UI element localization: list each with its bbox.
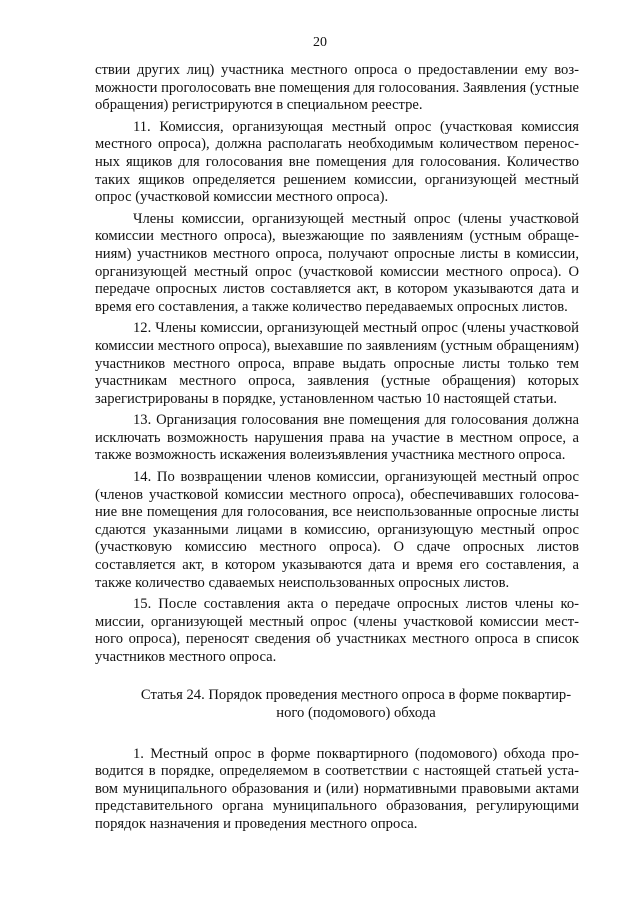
document-body [95, 62, 579, 838]
paragraph-13: 13. Организация голосования вне помещения для голосования должна исключать возможность нарушения права на участие в местном опросе, а также возможность искажения волеизъявления участника местного опроса. [95, 412, 579, 464]
paragraph-15: 15. После составления акта о передаче опросных листов члены комиссии, организующей местный опрос (члены участковой комиссии местного опроса), переносят сведения об участниках местного опроса в список участников местного опроса. [95, 596, 579, 665]
page-number: 20 [313, 35, 327, 50]
article-heading-line-1: Статья 24. Порядок проведения местного опроса в форме поквартир- [140, 686, 572, 703]
article-24-paragraph-1: 1. Местный опрос в форме поквартирного (подомового) обхода проводится в порядке, определяемом в соответствии с настоящей статьей уставом муниципального образования и (или) нормативными правовыми актами представительного органа муниципального образования, регулирующими порядок назначения и проведения местного опроса. [95, 745, 579, 832]
article-heading-line-2: ного (подомового) обхода [276, 704, 436, 721]
article-heading [95, 686, 579, 722]
paragraph-12: 12. Члены комиссии, организующей местный опрос (члены участковой комиссии местного опроса), выехавшие по заявлениям (устным обращениям) участников местного опроса, вправе выдать опросные листы только тем участникам местного опроса, заявления (устные обращения) которых зарегистрированы в порядке, установленном частью 10 настоящей статьи. [95, 320, 579, 407]
paragraph-11: 11. Комиссия, организующая местный опрос (участковая комиссия местного опроса), должна располагать необходимым количеством переносных ящиков для голосования вне помещения для голосования. Количество таких ящиков определяется решением комиссии, организующей местный опрос (участковой комиссии местного опроса). [95, 118, 579, 206]
paragraph-14: 14. По возвращении членов комиссии, организующей местный опрос (членов участковой комиссии местного опроса), обеспечивавших голосование вне помещения для голосования, все неиспользованные опросные листы сдаются указанными лицами в комиссию, организующую местный опрос (участковую комиссию местного опроса). О сдаче опросных листов составляется акт, в котором указываются дата и время его составления, а также количество сдаваемых неиспользованных опросных листов. [95, 469, 579, 591]
paragraph-continuation: ствии других лиц) участника местного опроса о предоставлении ему возможности проголосовать вне помещения для голосования. Заявления (устные обращения) регистрируются в специальном реестре. [95, 62, 579, 114]
paragraph-11-members: Члены комиссии, организующей местный опрос (члены участковой комиссии местного опроса), выезжающие по заявлениям (устным обращениям) участников местного опроса, получают опросные листы в комиссии, организующей местный опрос (участковой комиссии местного опроса). О передаче опросных листов составляется акт, в котором указываются дата и время его составления, а также количество передаваемых опросных листов. [95, 210, 579, 315]
